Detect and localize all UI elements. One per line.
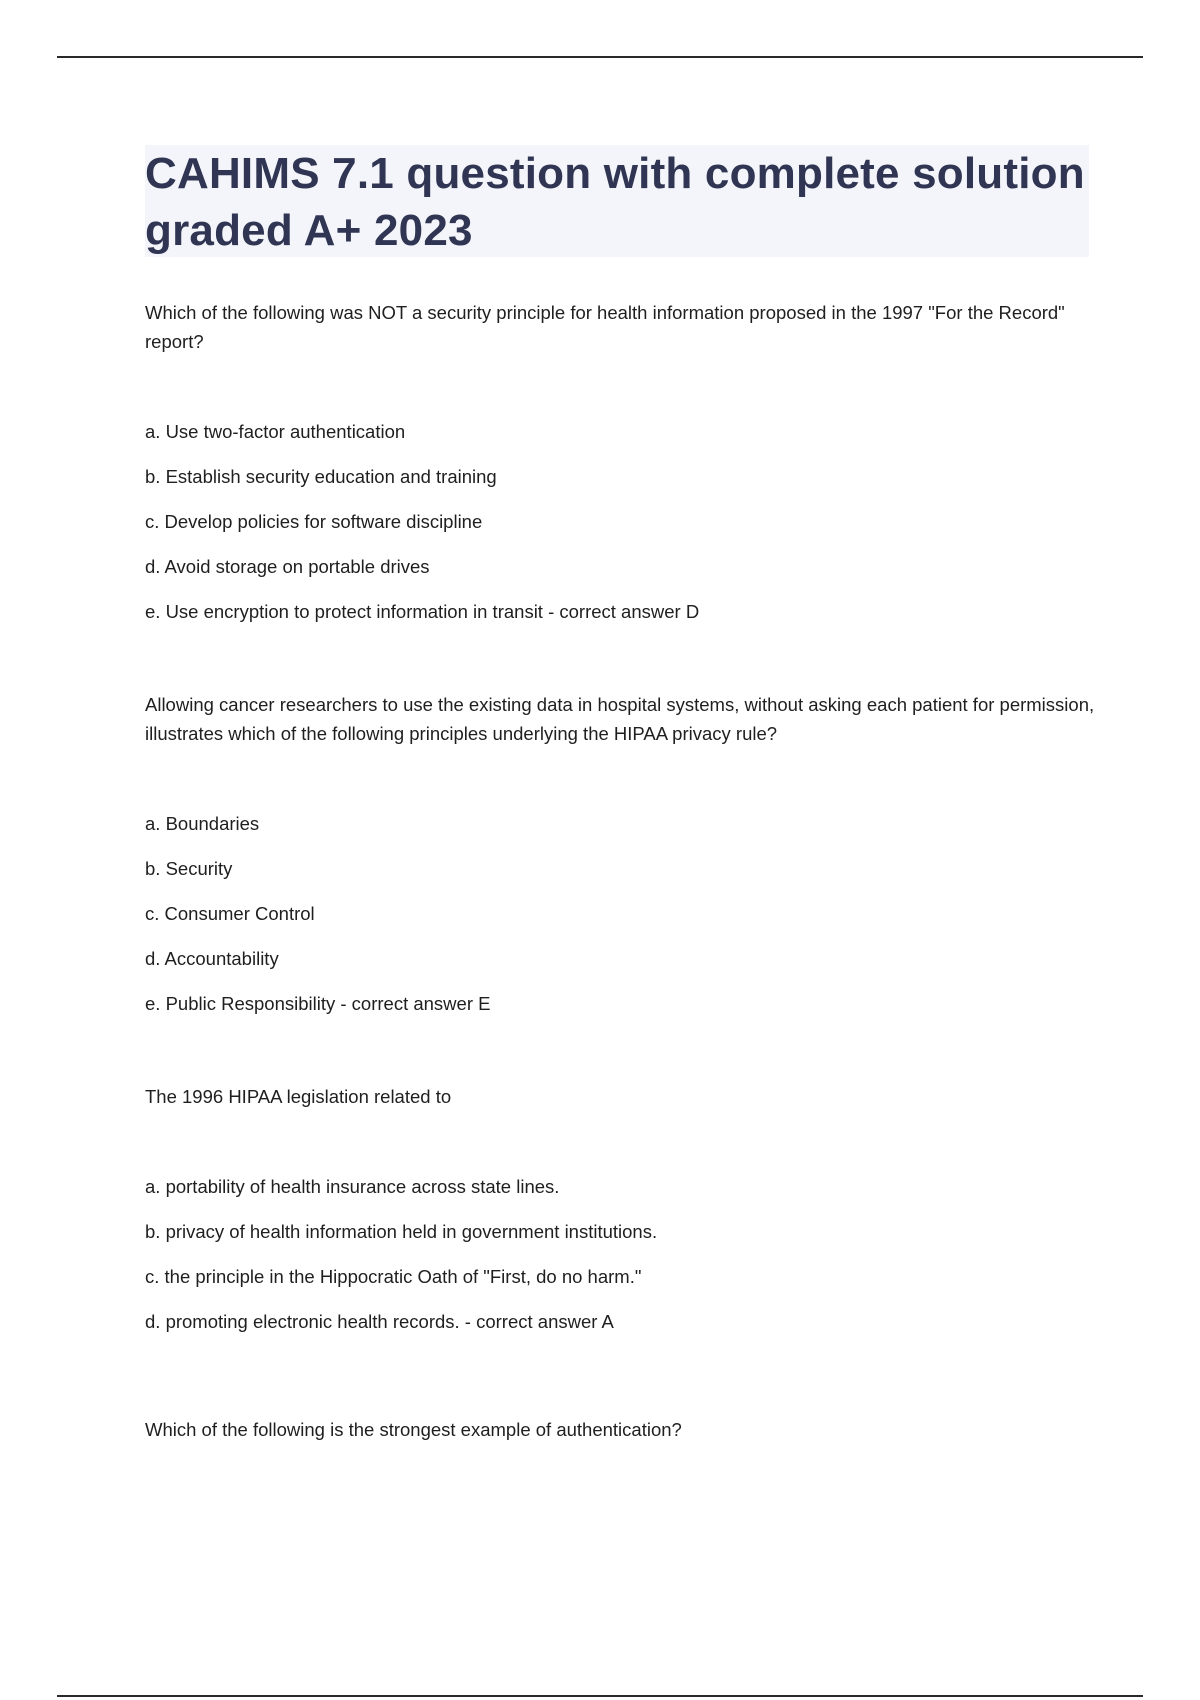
question-text: Which of the following was NOT a security principle for health information proposed in the 1997 "For the Record" report? — [145, 302, 1065, 352]
title-block — [145, 145, 1089, 257]
option-list — [145, 417, 1095, 642]
option-item: c. the principle in the Hippocratic Oath of "First, do no harm." — [145, 1266, 642, 1287]
option-item: a. Use two-factor authentication — [145, 421, 406, 442]
question-block-2 — [145, 690, 1095, 1034]
option-item: c. Consumer Control — [145, 903, 315, 924]
question-block-1 — [145, 298, 1095, 642]
option-item: a. portability of health insurance across state lines. — [145, 1176, 560, 1197]
option-item: d. promoting electronic health records. - correct answer A — [145, 1311, 614, 1332]
option-item: b. Establish security education and training — [145, 466, 497, 487]
page-title: CAHIMS 7.1 question with complete solution graded A+ 2023 — [145, 149, 1085, 255]
bottom-rule — [57, 1695, 1143, 1697]
question-text: Which of the following is the strongest example of authentication? — [145, 1419, 682, 1440]
question-text: The 1996 HIPAA legislation related to — [145, 1086, 452, 1107]
option-item: c. Develop policies for software discipline — [145, 511, 483, 532]
option-item: e. Public Responsibility - correct answer E — [145, 993, 491, 1014]
option-list — [145, 1172, 1095, 1352]
option-item: b. privacy of health information held in government institutions. — [145, 1221, 658, 1242]
option-item: d. Accountability — [145, 948, 279, 969]
question-text: Allowing cancer researchers to use the existing data in hospital systems, without asking each patient for permission, illustrates which of the following principles underlying the HIPAA privacy rule? — [145, 694, 1095, 744]
option-list — [145, 809, 1095, 1034]
top-rule — [57, 56, 1143, 58]
question-block-3 — [145, 1082, 1095, 1352]
option-item: a. Boundaries — [145, 813, 260, 834]
question-block-4 — [145, 1415, 1095, 1444]
option-item: b. Security — [145, 858, 233, 879]
option-item: d. Avoid storage on portable drives — [145, 556, 430, 577]
option-item: e. Use encryption to protect information in transit - correct answer D — [145, 601, 700, 622]
